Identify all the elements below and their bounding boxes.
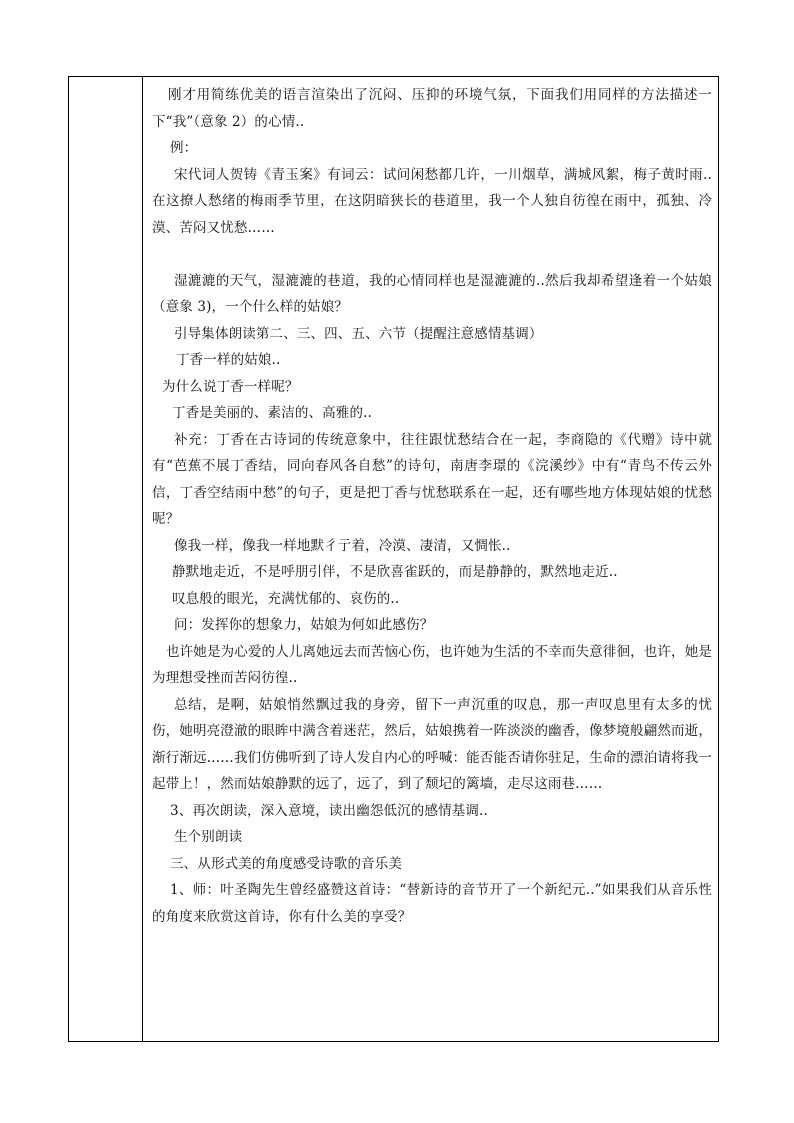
paragraph-8: 为什么说丁香一样呢？	[162, 378, 299, 395]
paragraph-1: 刚才用简练优美的语言渲染出了沉闷、压抑的环境气氛，下面我们用同样的方法描述一下“我”（意象 2）的心情..	[152, 87, 712, 130]
paragraph-18: 生个别朗读	[174, 829, 243, 845]
paragraph-3: 宋代词人贺铸《青玉案》有词云：试问闲愁都几许，一川烟草，满城风絮，梅子黄时雨.. 在这撩人愁绪的梅雨季节里，在这阴暗狭长的巷道里，我一个人独自彷徨在雨中，孤独、冷漠、苦闷又忧愁……	[152, 166, 712, 236]
paragraph-20: 1、师：叶圣陶先生曾经盛赞这首诗：“替新诗的音节开了一个新纪元..”如果我们从音乐性的角度来欣赏这首诗，你有什么美的享受？	[152, 882, 712, 925]
column-divider	[142, 76, 143, 1042]
paragraph-13: 叹息般的眼光，充满忧郁的、哀伤的..	[172, 590, 400, 607]
paragraph-5: 湿漉漉的天气，湿漉漉的巷道，我的心情同样也是湿漉漉的..然后我却希望逢着一个姑娘（意象 3)，一个什么样的姑娘？	[152, 272, 712, 315]
blank-line	[152, 241, 712, 268]
paragraph-6: 引导集体朗读第二、三、四、五、六节（提醒注意感情基调）	[174, 325, 543, 342]
paragraph-11: 像我一样，像我一样地默彳亍着，冷漠、凄清，又惆怅..	[174, 537, 511, 554]
paragraph-15: 也许她是为心爱的人儿离她远去而苦恼心伤，也许她为生活的不幸而失意徘徊，也许，她是为理想受挫而苦闷彷徨..	[152, 643, 712, 686]
paragraph-10: 补充：丁香在古诗词的传统意象中，往往跟忧愁结合在一起，李商隐的《代赠》诗中就有“芭蕉不展丁香结，同向春风各自愁”的诗句，南唐李璟的《浣溪纱》中有“青鸟不传云外信，丁香空结雨中愁”的句子，更是把丁香与忧愁联系在一起，还有哪些地方体现姑娘的忧愁呢？	[152, 431, 712, 527]
paragraph-16: 总结，是啊，姑娘悄然飘过我的身旁，留下一声沉重的叹息，那一声叹息里有太多的忧伤，她明亮澄澈的眼眸中满含着迷茫，然后，姑娘携着一阵淡淡的幽香，像梦境般翩然而逝，渐行渐远……我们仿佛听到了诗人发自内心的呼喊：能否能否请你驻足，生命的漂泊请将我一起带上！，然而姑娘静默的远了，远了，到了颓圮的篱墙，走尽这雨巷……	[152, 696, 712, 792]
paragraph-example-label: 例：	[170, 140, 198, 156]
paragraph-14: 问：发挥你的想象力，姑娘为何如此感伤？	[174, 617, 434, 633]
left-empty-cell	[69, 77, 142, 1041]
lesson-content-cell	[152, 82, 712, 930]
paragraph-19: 三、从形式美的角度感受诗歌的音乐美	[170, 855, 403, 872]
paragraph-12: 静默地走近，不是呼朋引伴，不是欣喜雀跃的，而是静静的，默然地走近..	[172, 564, 618, 580]
paragraph-7: 丁香一样的姑娘..	[176, 352, 281, 368]
paragraph-9: 丁香是美丽的、素洁的、高雅的..	[172, 405, 372, 421]
paragraph-17: 3、再次朗读，深入意境，读出幽怨低沉的感情基调..	[170, 802, 488, 819]
